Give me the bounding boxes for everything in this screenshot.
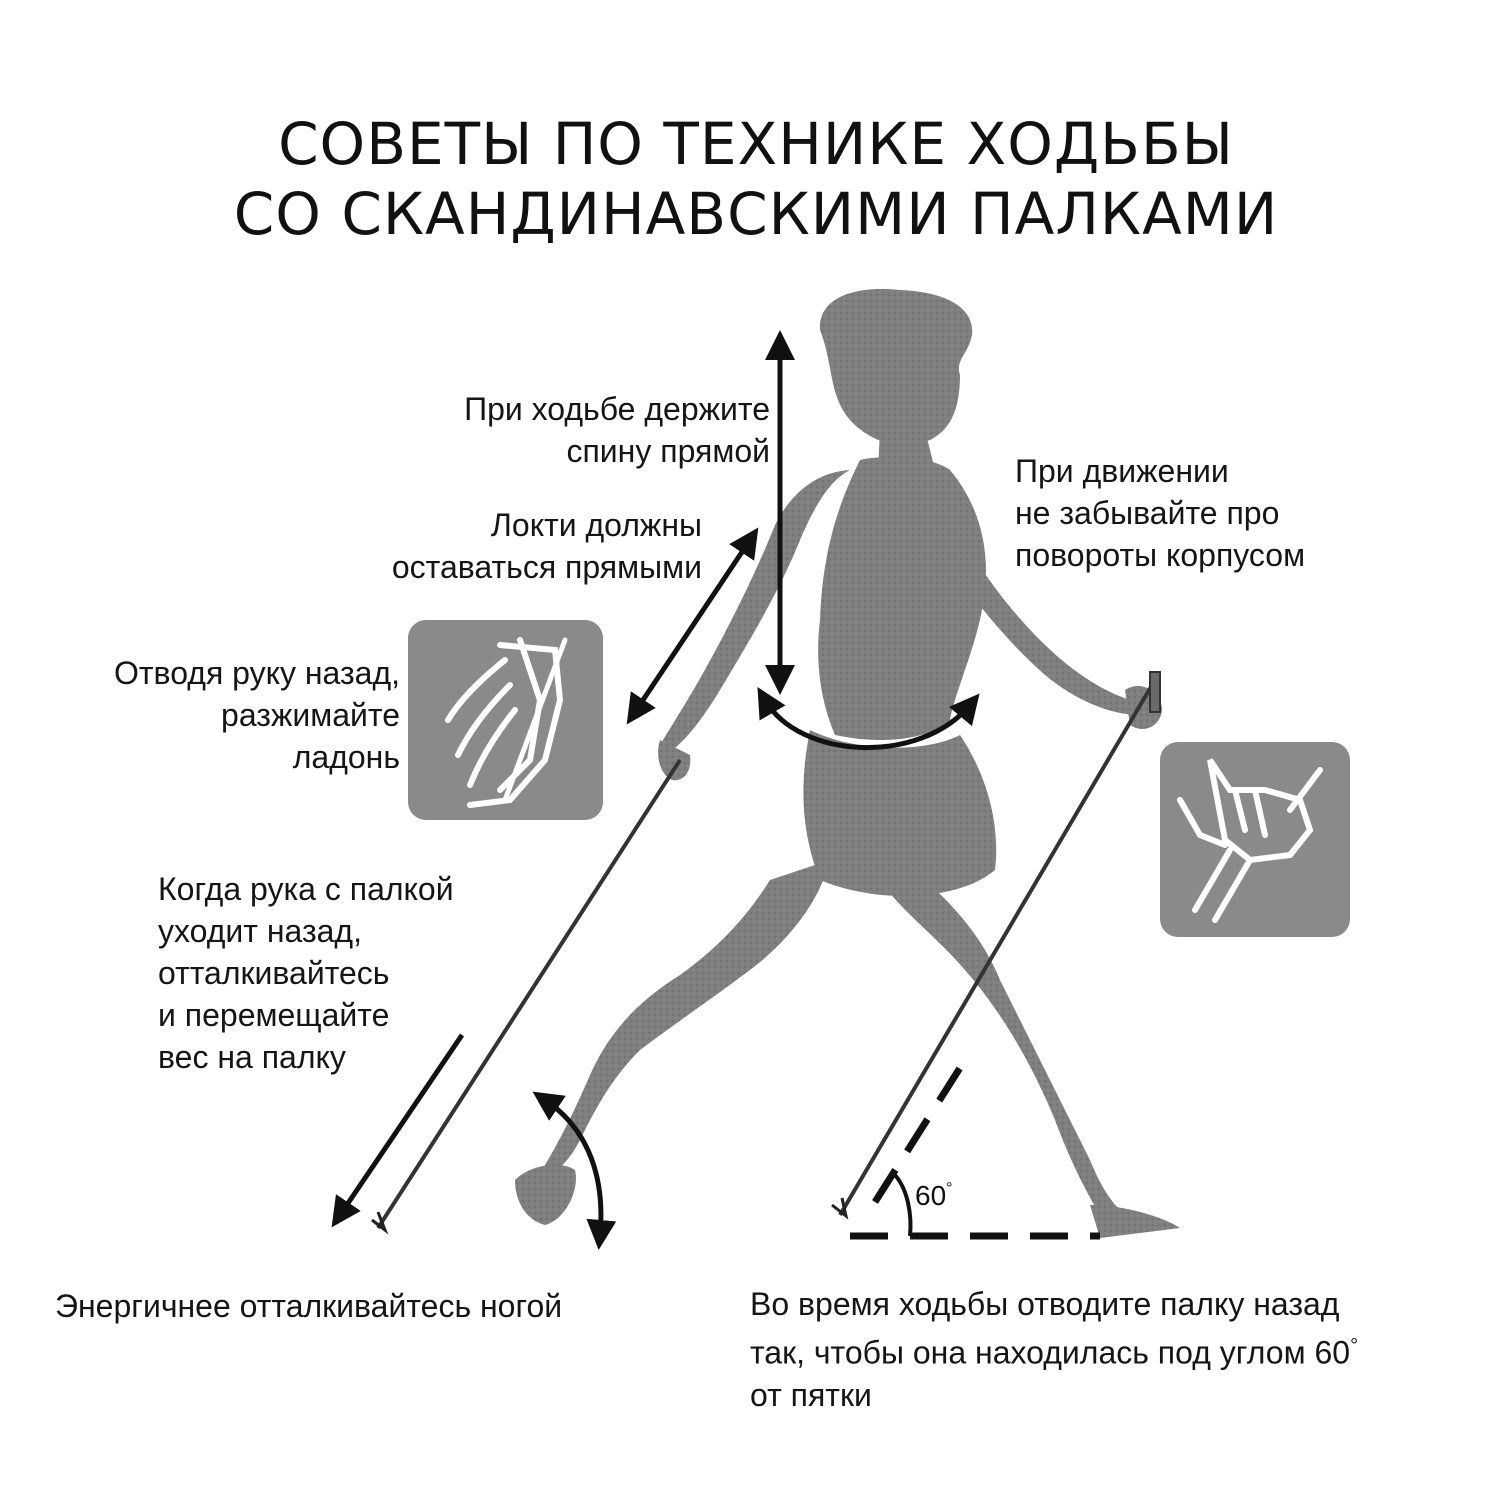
angle-guide [850, 1060, 1100, 1236]
open-hand-icon [408, 620, 603, 820]
front-pole-grip [1150, 672, 1160, 712]
tip-push-pole: Когда рука с палкой уходит назад, отталкивайтесь и перемещайте вес на палку [158, 871, 454, 1075]
tip-torso-rotation: При движении не забывайте про повороты корпусом [1015, 453, 1306, 573]
gripping-hand-icon [1160, 742, 1350, 937]
angle-label: 60° [915, 1180, 953, 1211]
title-line-2: СО СКАНДИНАВСКИМИ ПАЛКАМИ [233, 180, 1279, 248]
tip-straight-elbows: Локти должны оставаться прямыми [391, 507, 702, 585]
tip-leg-push: Энергичнее отталкивайтесь ногой [55, 1288, 563, 1324]
tip-open-palm: Отводя руку назад, разжимайте ладонь [114, 655, 400, 775]
tip-pole-angle: Во время ходьбы отводите палку назад так, чтобы она находилась под углом 60° от пятки [750, 1286, 1359, 1413]
tip-straight-back: При ходьбе держите спину прямой [464, 391, 770, 469]
title-line-1: СОВЕТЫ ПО ТЕХНИКЕ ХОДЬБЫ [278, 110, 1234, 178]
